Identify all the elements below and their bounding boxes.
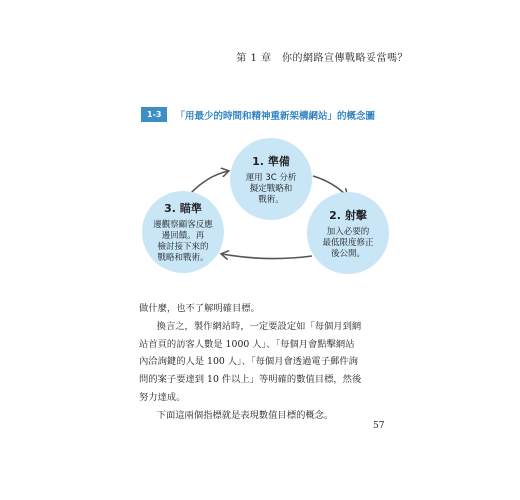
body-line: 站首頁的訪客人數是 1000 人」、「每個月會點擊網站 (139, 338, 355, 350)
node-text-line: 邊回饋。再 (161, 231, 205, 241)
node-text-line: 加入必要的 (326, 226, 370, 237)
node-title: 1. 準備 (252, 154, 290, 168)
body-line: 問的案子要達到 10 件以上」等明確的數值目標，然後 (139, 374, 362, 386)
node-text-line: 擬定戰略和 (249, 183, 293, 194)
node-text-line: 後公開。 (330, 248, 365, 259)
node-text-line: 戰略和戰術。 (157, 253, 209, 263)
body-line: 換言之，製作網站時，一定要設定如「每個月到網 (156, 320, 362, 332)
arrow-shoot-to-aim (222, 254, 312, 259)
body-text (139, 300, 389, 425)
node-text-line: 最低限度修正 (322, 237, 374, 248)
figure-title: 「用最少的時間和精神重新架構網站」的概念圖 (175, 110, 375, 122)
page-number: 57 (373, 421, 385, 431)
node-text-line: 戰術。 (258, 194, 284, 205)
cycle-node-aim (142, 191, 224, 273)
node-text-line: 邊觀察顧客反應 (153, 220, 213, 230)
figure-number: 1-3 (141, 107, 167, 122)
body-line: 下面這兩個指標就是表現數值目標的概念。 (156, 409, 334, 421)
node-title: 2. 射擊 (329, 208, 367, 222)
node-title: 3. 瞄準 (164, 202, 202, 215)
cycle-node-prepare (230, 138, 312, 220)
body-line: 做什麼，也不了解明確目標。 (139, 303, 260, 314)
arrow-aim-to-prepare (190, 171, 228, 194)
body-line: 努力達成。 (139, 391, 186, 403)
running-header: 第 1 章 你的網路宣傳戰略妥當嗎？ (236, 53, 408, 64)
body-line: 內洽詢鍵的人是 100 人」、「每個月會透過電子郵件詢 (139, 356, 358, 368)
node-text-line: 運用 3C 分析 (245, 172, 297, 183)
cycle-node-shoot (307, 192, 389, 274)
node-text-line: 檢討接下來的 (157, 242, 209, 252)
